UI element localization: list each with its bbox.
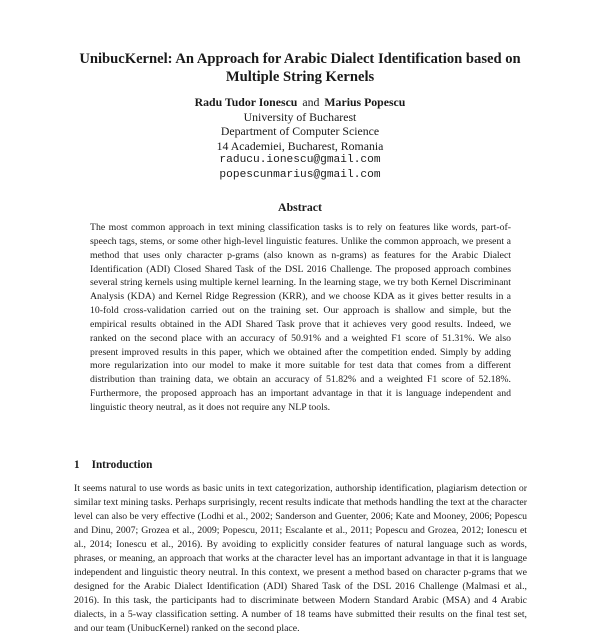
email-1: raducu.ionescu@gmail.com — [219, 154, 381, 167]
title-line-2: Multiple String Kernels — [225, 69, 375, 85]
author-2: Marius Popescu — [324, 95, 406, 109]
title-line-1: UnibucKernel: An Approach for Arabic Dialect Identification based on — [79, 51, 521, 67]
paper-title — [60, 50, 540, 86]
section-heading — [74, 459, 152, 471]
introduction-body: It seems natural to use words as basic units in text categorization, authorship identification, plagiarism detection or similar text mining tasks. Perhaps surprisingly, recent results indicate that methods handling the text at the character level can also be very effective (Lodhi et al., 2002; Sanderson and Guenter, 2006; Kate and Mooney, 2006; Popescu and Dinu, 2007; Grozea et al., 2009; Popescu, 2011; Escalante et al., 2011; Popescu and Grozea, 2012; Ionescu et al., 2014; Ionescu et al., 2016). By avoiding to explicitly consider features of natural language such as words, phrases, or meaning, an approach that works at the character level has an important advantage in that it is language independent and linguistic theory neutral. In this context, we present a method based on character p-grams that we designed for the Arabic Dialect Identification (ADI) Shared Task of the DSL 2016 Challenge (Malmasi et al., 2016). In this task, the participants had to discriminate between Modern Standard Arabic (MSA) and 4 Arabic dialects, in a 5-way classification setting. A number of 18 teams have submitted their results on the final test set, and our team (UnibucKernel) ranked on the second place. — [74, 483, 527, 635]
department: Department of Computer Science — [220, 124, 380, 139]
email-2: popescunmarius@gmail.com — [219, 168, 381, 181]
author-block — [60, 95, 540, 183]
affiliation: University of Bucharest — [243, 109, 357, 124]
address: 14 Academiei, Bucharest, Romania — [216, 138, 384, 153]
author-conjunction: and — [302, 95, 320, 109]
section-title: Introduction — [91, 459, 153, 471]
abstract-heading: Abstract — [278, 200, 322, 214]
author-1: Radu Tudor Ionescu — [194, 95, 298, 109]
abstract-body: The most common approach in text mining classification tasks is to rely on features like words, part-of-speech tags, stems, or some other high-level linguistic features. Unlike the common approach, we present a method that uses only character p-grams (also known as n-grams) as features for the Arabic Dialect Identification (ADI) Closed Shared Task of the DSL 2016 Challenge. The proposed approach combines several string kernels using multiple kernel learning. In the learning stage, we try both Kernel Discriminant Analysis (KDA) and Kernel Ridge Regression (KRR), and we choose KDA as it gives better results in a 10-fold cross-validation carried out on the training set. Our approach is shallow and simple, but the empirical results obtained in the ADI Shared Task prove that it achieves very good results. Indeed, we ranked on the second place with an accuracy of 50.91% and a weighted F1 score of 51.31%. We also present improved results in this paper, which we obtained after the competition ended. Simply by adding more regularization into our model to make it more suitable for test data that comes from a different distribution than training data, we obtain an accuracy of 51.82% and a weighted F1 score of 52.18%. Furthermore, the proposed approach has an important advantage in that it is language independent and linguistic theory neutral, as it does not require any NLP tools. — [90, 222, 511, 413]
section-number: 1 — [74, 459, 80, 471]
author-names — [60, 95, 540, 110]
